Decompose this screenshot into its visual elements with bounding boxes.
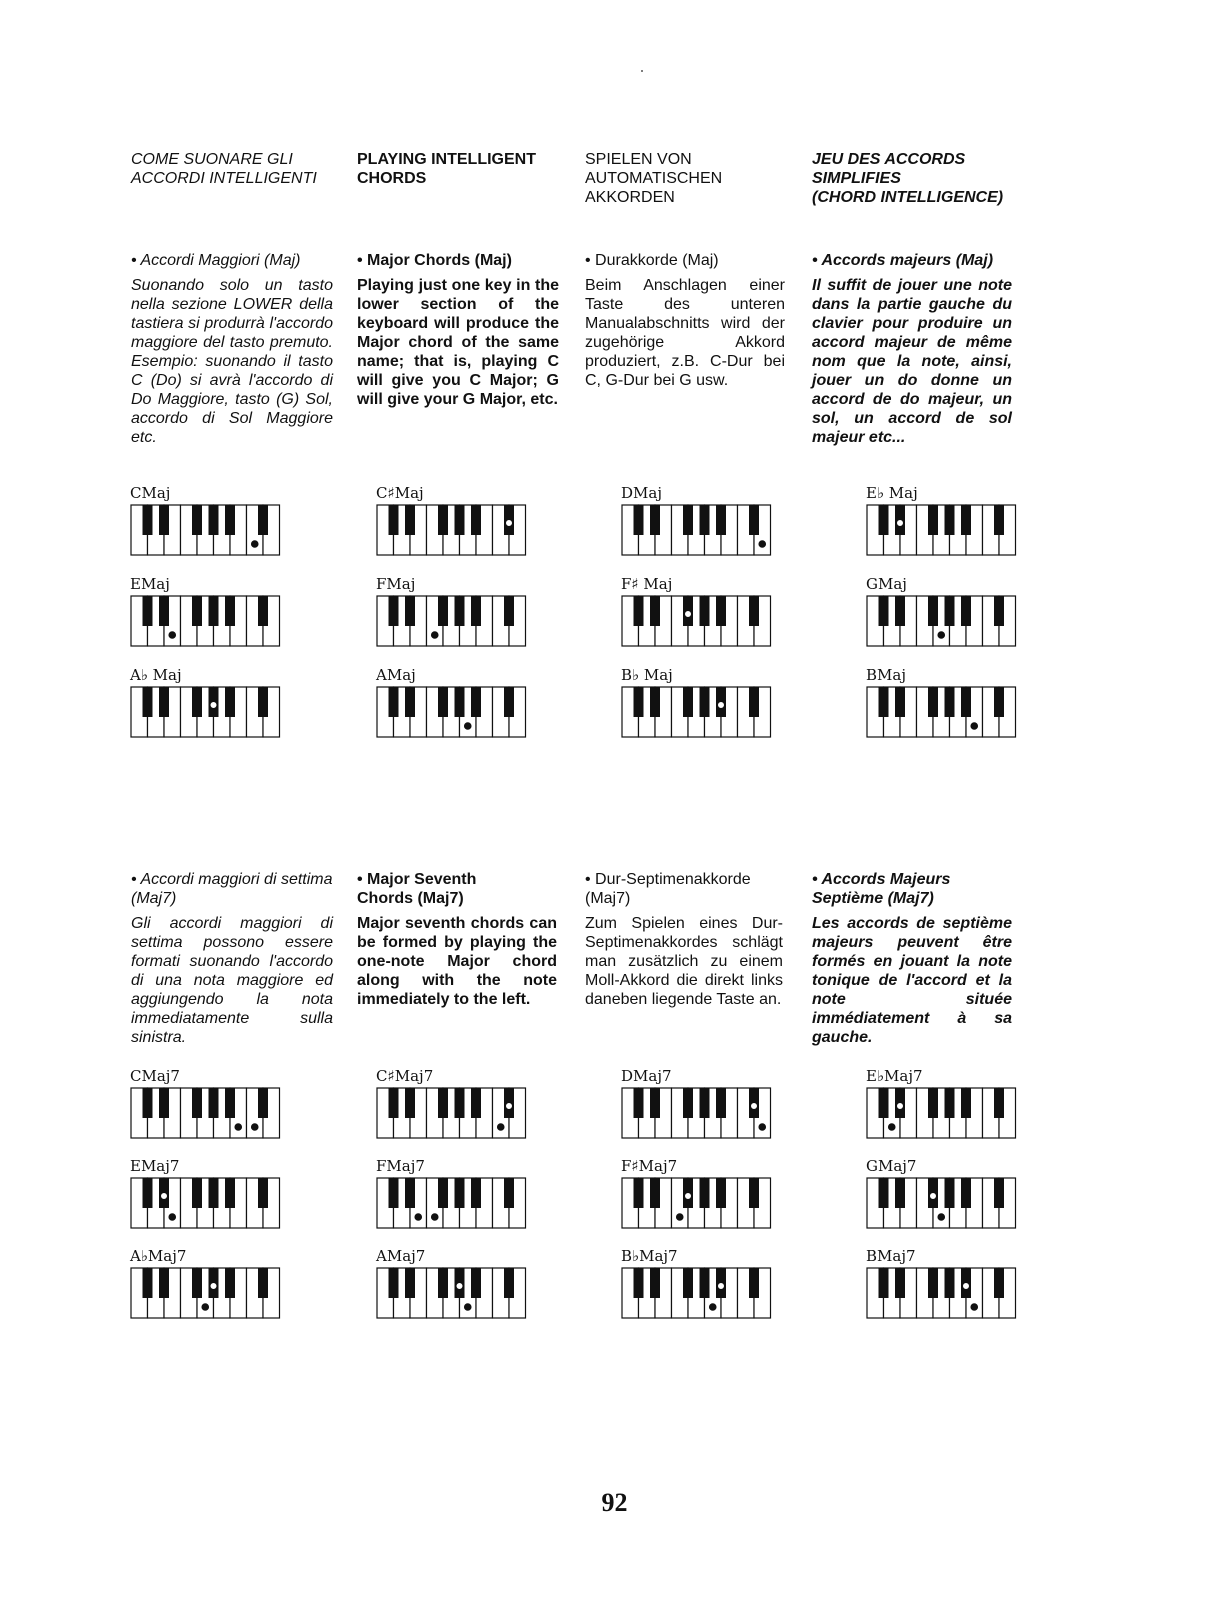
black-key	[928, 687, 938, 717]
chord-label: EMaj7	[130, 1157, 180, 1175]
pressed-key-dot	[464, 723, 471, 730]
black-key	[192, 596, 202, 626]
black-key	[159, 505, 169, 535]
major-title-german: • Durakkorde (Maj)	[585, 252, 719, 269]
black-key	[192, 1088, 202, 1118]
black-key	[994, 1088, 1004, 1118]
black-key	[258, 1268, 268, 1298]
chord-diagram	[376, 1067, 536, 1147]
black-key	[389, 596, 399, 626]
black-key	[438, 596, 448, 626]
seventh-title-german: • Dur-Septimenakkorde (Maj7)	[585, 871, 751, 907]
black-key	[455, 505, 465, 535]
chord-label: B♭ Maj	[621, 666, 673, 684]
black-key	[650, 1178, 660, 1208]
seventh-title-english: • Major Seventh Chords (Maj7)	[357, 871, 477, 907]
pressed-key-dot	[759, 541, 766, 548]
chord-label: B♭Maj7	[621, 1247, 678, 1265]
print-speck	[641, 70, 643, 72]
black-key	[879, 1178, 889, 1208]
black-key	[994, 596, 1004, 626]
black-key	[928, 505, 938, 535]
black-key	[455, 1088, 465, 1118]
major-body-french: Il suffit de jouer une note dans la partie gauche du clavier pour produire un accord majeur de même nom que la note, ainsi, jouer un do donne un accord de do majeur, un sol, un accord de sol majeur etc...	[812, 277, 1012, 446]
black-key	[258, 687, 268, 717]
pressed-key-dot	[506, 1103, 513, 1110]
black-key	[716, 1178, 726, 1208]
black-key	[634, 1088, 644, 1118]
chord-diagram	[376, 575, 536, 655]
black-key	[389, 1178, 399, 1208]
black-key	[683, 687, 693, 717]
black-key	[455, 1178, 465, 1208]
seventh-body-german: Zum Spielen eines Dur-Septimenakkordes schlägt man zusätzlich zu einem Moll-Akkord die direkt links daneben liegende Taste an.	[585, 915, 783, 1008]
black-key	[225, 1178, 235, 1208]
pressed-key-dot	[251, 541, 258, 548]
keyboard-diagram	[376, 504, 527, 556]
black-key	[405, 1268, 415, 1298]
chord-diagram	[621, 575, 781, 655]
black-key	[928, 1268, 938, 1298]
keyboard-diagram	[621, 1087, 772, 1139]
black-key	[945, 505, 955, 535]
black-key	[225, 505, 235, 535]
chord-label: BMaj7	[866, 1247, 916, 1265]
keyboard-diagram	[376, 595, 527, 647]
black-key	[945, 1178, 955, 1208]
black-key	[455, 687, 465, 717]
black-key	[471, 1268, 481, 1298]
seventh-title-italian: • Accordi maggiori di settima (Maj7)	[131, 871, 333, 907]
chord-label: C♯Maj7	[376, 1067, 434, 1085]
major-body-german: Beim Anschlagen einer Taste des unteren Manualabschnitts wird der zugehörige Akkord produziert, z.B. C-Dur bei C, G-Dur bei G usw.	[585, 277, 785, 389]
black-key	[716, 1088, 726, 1118]
keyboard-diagram	[130, 504, 281, 556]
black-key	[471, 505, 481, 535]
seventh-body-french: Les accords de septième majeurs peuvent être formés en jouant la note tonique de l'accord et la note située immédiatement à sa gauche.	[812, 915, 1012, 1046]
major-title-french: • Accords majeurs (Maj)	[812, 252, 994, 269]
pressed-key-dot	[210, 702, 217, 709]
pressed-key-dot	[938, 632, 945, 639]
black-key	[961, 505, 971, 535]
major-body-english: Playing just one key in the lower section of the keyboard will produce the Major chord of the same name; that is, playing C will give you C Major; G will give your G Major, etc.	[357, 277, 559, 408]
chord-label: CMaj	[130, 484, 171, 502]
chord-diagram	[866, 666, 1026, 746]
header-french: JEU DES ACCORDS SIMPLIFIES (CHORD INTELLIGENCE)	[812, 151, 1004, 206]
chord-label: F♯ Maj	[621, 575, 673, 593]
chord-label: GMaj	[866, 575, 907, 593]
pressed-key-dot	[685, 1193, 692, 1200]
black-key	[438, 1178, 448, 1208]
chord-label: DMaj7	[621, 1067, 672, 1085]
chord-diagram	[376, 666, 536, 746]
keyboard-diagram	[621, 1267, 772, 1319]
chord-label: A♭ Maj	[130, 666, 182, 684]
chord-diagram	[866, 1067, 1026, 1147]
black-key	[389, 1268, 399, 1298]
black-key	[749, 596, 759, 626]
keyboard-diagram	[621, 1177, 772, 1229]
black-key	[634, 505, 644, 535]
black-key	[634, 596, 644, 626]
keyboard-diagram	[621, 504, 772, 556]
black-key	[700, 1178, 710, 1208]
black-key	[455, 596, 465, 626]
black-key	[143, 687, 153, 717]
chord-diagram	[130, 484, 290, 564]
black-key	[879, 596, 889, 626]
chord-diagram	[376, 1247, 536, 1327]
keyboard-diagram	[376, 1177, 527, 1229]
black-key	[389, 1088, 399, 1118]
black-key	[994, 505, 1004, 535]
black-key	[159, 596, 169, 626]
black-key	[700, 596, 710, 626]
black-key	[258, 596, 268, 626]
black-key	[258, 1178, 268, 1208]
pressed-key-dot	[431, 632, 438, 639]
pressed-key-dot	[497, 1124, 504, 1131]
black-key	[225, 596, 235, 626]
black-key	[405, 1088, 415, 1118]
black-key	[405, 596, 415, 626]
black-key	[895, 596, 905, 626]
pressed-key-dot	[169, 632, 176, 639]
chord-label: C♯Maj	[376, 484, 424, 502]
pressed-key-dot	[718, 702, 725, 709]
black-key	[700, 687, 710, 717]
chord-label: AMaj7	[376, 1247, 426, 1265]
chord-label: E♭ Maj	[866, 484, 918, 502]
black-key	[143, 1088, 153, 1118]
pressed-key-dot	[431, 1214, 438, 1221]
black-key	[961, 1088, 971, 1118]
chord-diagram	[376, 484, 536, 564]
pressed-key-dot	[709, 1304, 716, 1311]
chord-diagram	[130, 666, 290, 746]
black-key	[994, 687, 1004, 717]
black-key	[504, 596, 514, 626]
keyboard-diagram	[866, 504, 1017, 556]
chord-label: DMaj	[621, 484, 662, 502]
black-key	[928, 596, 938, 626]
keyboard-diagram	[866, 686, 1017, 738]
black-key	[159, 687, 169, 717]
black-key	[258, 505, 268, 535]
black-key	[438, 1268, 448, 1298]
header-italian: COME SUONARE GLI ACCORDI INTELLIGENTI	[131, 151, 317, 187]
black-key	[192, 1178, 202, 1208]
black-key	[192, 505, 202, 535]
black-key	[209, 505, 219, 535]
header-english: PLAYING INTELLIGENT CHORDS	[357, 151, 536, 187]
chord-diagram	[376, 1157, 536, 1237]
black-key	[895, 1178, 905, 1208]
black-key	[504, 1268, 514, 1298]
black-key	[192, 1268, 202, 1298]
black-key	[471, 687, 481, 717]
black-key	[749, 1178, 759, 1208]
black-key	[700, 1088, 710, 1118]
pressed-key-dot	[930, 1193, 937, 1200]
black-key	[389, 505, 399, 535]
chord-diagram	[621, 666, 781, 746]
black-key	[258, 1088, 268, 1118]
pressed-key-dot	[676, 1214, 683, 1221]
chord-label: BMaj	[866, 666, 906, 684]
black-key	[650, 1088, 660, 1118]
black-key	[945, 1268, 955, 1298]
keyboard-diagram	[866, 1177, 1017, 1229]
black-key	[700, 505, 710, 535]
black-key	[650, 505, 660, 535]
black-key	[143, 505, 153, 535]
major-title-italian: • Accordi Maggiori (Maj)	[131, 252, 301, 269]
chord-diagram	[621, 484, 781, 564]
black-key	[225, 687, 235, 717]
pressed-key-dot	[897, 1103, 904, 1110]
black-key	[504, 687, 514, 717]
black-key	[879, 687, 889, 717]
black-key	[650, 596, 660, 626]
black-key	[159, 1088, 169, 1118]
seventh-title-french: • Accords Majeurs Septième (Maj7)	[812, 871, 951, 907]
pressed-key-dot	[169, 1214, 176, 1221]
chord-diagram	[130, 1157, 290, 1237]
pressed-key-dot	[251, 1124, 258, 1131]
keyboard-diagram	[621, 595, 772, 647]
pressed-key-dot	[161, 1193, 168, 1200]
black-key	[650, 1268, 660, 1298]
black-key	[683, 505, 693, 535]
black-key	[879, 1088, 889, 1118]
pressed-key-dot	[888, 1124, 895, 1131]
pressed-key-dot	[464, 1304, 471, 1311]
black-key	[634, 687, 644, 717]
keyboard-diagram	[376, 1267, 527, 1319]
keyboard-diagram	[866, 595, 1017, 647]
keyboard-diagram	[130, 1267, 281, 1319]
black-key	[683, 1088, 693, 1118]
keyboard-diagram	[621, 686, 772, 738]
chord-label: AMaj	[376, 666, 416, 684]
black-key	[945, 596, 955, 626]
major-title-english: • Major Chords (Maj)	[357, 252, 512, 269]
black-key	[471, 1088, 481, 1118]
black-key	[143, 1178, 153, 1208]
chord-label: FMaj7	[376, 1157, 425, 1175]
black-key	[879, 1268, 889, 1298]
black-key	[749, 687, 759, 717]
black-key	[405, 505, 415, 535]
major-body-italian: Suonando solo un tasto nella sezione LOWER della tastiera si produrrà l'accordo maggiore del tasto premuto. Esempio: suonando il tasto C (Do) si avrà l'accordo di Do Maggiore, tasto (G) Sol, accordo di Sol Maggiore etc.	[131, 277, 333, 446]
pressed-key-dot	[971, 723, 978, 730]
black-key	[879, 505, 889, 535]
keyboard-diagram	[866, 1267, 1017, 1319]
header-german: SPIELEN VON AUTOMATISCHEN AKKORDEN	[585, 151, 723, 206]
black-key	[225, 1088, 235, 1118]
black-key	[225, 1268, 235, 1298]
pressed-key-dot	[718, 1283, 725, 1290]
black-key	[994, 1268, 1004, 1298]
black-key	[895, 1268, 905, 1298]
chord-label: EMaj	[130, 575, 170, 593]
black-key	[683, 1268, 693, 1298]
chord-label: FMaj	[376, 575, 416, 593]
black-key	[961, 687, 971, 717]
black-key	[471, 1178, 481, 1208]
black-key	[928, 1088, 938, 1118]
pressed-key-dot	[751, 1103, 758, 1110]
chord-diagram	[866, 1157, 1026, 1237]
black-key	[994, 1178, 1004, 1208]
keyboard-diagram	[130, 1087, 281, 1139]
black-key	[389, 687, 399, 717]
keyboard-diagram	[130, 686, 281, 738]
black-key	[159, 1268, 169, 1298]
chord-diagram	[866, 1247, 1026, 1327]
black-key	[634, 1178, 644, 1208]
chord-diagram	[621, 1157, 781, 1237]
chord-label: CMaj7	[130, 1067, 180, 1085]
pressed-key-dot	[897, 520, 904, 527]
pressed-key-dot	[759, 1124, 766, 1131]
keyboard-diagram	[130, 1177, 281, 1229]
pressed-key-dot	[235, 1124, 242, 1131]
black-key	[405, 1178, 415, 1208]
seventh-body-italian: Gli accordi maggiori di settima possono essere formati suonando l'accordo di una nota maggiore ed aggiungendo la nota immediatamente sulla sinistra.	[131, 915, 333, 1046]
black-key	[650, 687, 660, 717]
seventh-body-english: Major seventh chords can be formed by playing the one-note Major chord along with the note immediately to the left.	[357, 915, 557, 1008]
black-key	[945, 1088, 955, 1118]
keyboard-diagram	[376, 686, 527, 738]
chord-label: E♭Maj7	[866, 1067, 923, 1085]
pressed-key-dot	[210, 1283, 217, 1290]
black-key	[209, 1178, 219, 1208]
black-key	[405, 687, 415, 717]
chord-diagram	[130, 1247, 290, 1327]
chord-diagram	[866, 575, 1026, 655]
black-key	[945, 687, 955, 717]
pressed-key-dot	[456, 1283, 463, 1290]
black-key	[143, 1268, 153, 1298]
page-number: 92	[601, 1488, 628, 1517]
keyboard-diagram	[130, 595, 281, 647]
chord-diagram	[621, 1067, 781, 1147]
pressed-key-dot	[938, 1214, 945, 1221]
black-key	[895, 687, 905, 717]
black-key	[716, 596, 726, 626]
black-key	[961, 596, 971, 626]
black-key	[209, 596, 219, 626]
black-key	[749, 505, 759, 535]
black-key	[438, 1088, 448, 1118]
keyboard-diagram	[376, 1087, 527, 1139]
chord-diagram	[130, 1067, 290, 1147]
black-key	[700, 1268, 710, 1298]
black-key	[716, 505, 726, 535]
pressed-key-dot	[963, 1283, 970, 1290]
black-key	[961, 1178, 971, 1208]
pressed-key-dot	[415, 1214, 422, 1221]
black-key	[438, 505, 448, 535]
black-key	[192, 687, 202, 717]
pressed-key-dot	[202, 1304, 209, 1311]
black-key	[438, 687, 448, 717]
chord-diagram	[621, 1247, 781, 1327]
pressed-key-dot	[506, 520, 513, 527]
chord-diagram	[866, 484, 1026, 564]
chord-label: GMaj7	[866, 1157, 917, 1175]
black-key	[634, 1268, 644, 1298]
pressed-key-dot	[685, 611, 692, 618]
keyboard-diagram	[866, 1087, 1017, 1139]
chord-diagram	[130, 575, 290, 655]
black-key	[504, 1178, 514, 1208]
chord-label: A♭Maj7	[130, 1247, 187, 1265]
black-key	[209, 1088, 219, 1118]
pressed-key-dot	[971, 1304, 978, 1311]
black-key	[143, 596, 153, 626]
black-key	[471, 596, 481, 626]
chord-label: F♯Maj7	[621, 1157, 678, 1175]
black-key	[749, 1268, 759, 1298]
